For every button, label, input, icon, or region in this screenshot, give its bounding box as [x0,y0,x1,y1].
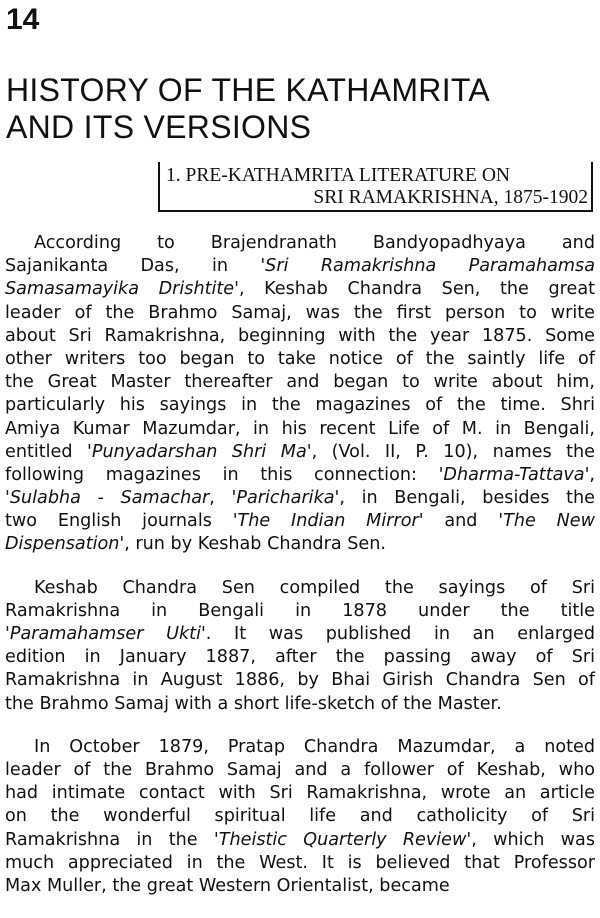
body-text [0,232,600,918]
text-line: Amiya Kumar Mazumdar, in his recent Life of M. in Bengali, [5,418,595,439]
chapter-title-line-1: HISTORY OF THE KATHAMRITA [6,72,491,108]
text-line: the Brahmo Samaj with a short life-sketch of the Master. [5,693,502,714]
text-line: According to Brajendranath Bandyopadhyaya and [34,233,595,253]
text-line: following magazines in this connection: 'Dharma-Tattava', [5,464,595,485]
text-line: entitled 'Punyadarshan Shri Ma', (Vol. II, P. 10), names the [5,441,595,462]
chapter-title [6,72,596,146]
text-line: Dispensation', run by Keshab Chandra Sen. [5,534,386,555]
text-line: had intimate contact with Sri Ramakrishna, wrote an article [5,783,595,804]
text-line: other writers too began to take notice of the saintly life of [5,348,595,369]
text-line: Ramakrishna in Bengali in 1878 under the title [5,600,595,621]
text-line: Ramakrishna in August 1886, by Bhai Girish Chandra Sen of [5,670,595,691]
section-heading-line-1: 1. PRE-KATHAMRITA LITERATURE ON [166,165,511,186]
chapter-number: 14 [6,3,40,36]
text-line: Keshab Chandra Sen compiled the sayings of Sri [34,577,595,598]
text-line: edition in January 1887, after the passing away of Sri [5,647,595,668]
text-line: In October 1879, Pratap Chandra Mazumdar, a noted [34,736,595,757]
text-line: two English journals 'The Indian Mirror' and 'The New [5,511,595,532]
text-line: 'Sulabha - Samachar, 'Paricharika', in Bengali, besides the [5,488,596,509]
paragraph [0,736,600,898]
text-line: Sajanikanta Das, in 'Sri Ramakrishna Paramahamsa [5,256,596,277]
text-line: Ramakrishna in the 'Theistic Quarterly Review', which was [5,829,595,850]
text-line: 'Paramahamser Ukti'. It was published in an enlarged [5,624,595,644]
text-line: on the wonderful spiritual life and catholicity of Sri [5,806,595,827]
chapter-title-line-2: AND ITS VERSIONS [6,109,312,145]
text-line: about Sri Ramakrishna, beginning with the year 1875. Some [5,325,595,346]
text-line: leader of the Brahmo Samaj, was the first person to write [5,302,595,323]
paragraph [0,577,600,716]
text-line: the Great Master thereafter and began to write about him, [5,372,595,393]
paragraph [0,232,600,557]
section-heading-line-2: SRI RAMAKRISHNA, 1875-1902 [313,187,588,208]
text-line: much appreciated in the West. It is believed that Professor [5,852,595,873]
text-line: particularly his sayings in the magazines of the time. Shri [5,395,595,416]
text-line: Max Muller, the great Western Orientalist, became [5,875,450,896]
text-line: Samasamayika Drishtite', Keshab Chandra Sen, the great [5,279,596,300]
text-line: leader of the Brahmo Samaj and a follower of Keshab, who [5,759,595,780]
